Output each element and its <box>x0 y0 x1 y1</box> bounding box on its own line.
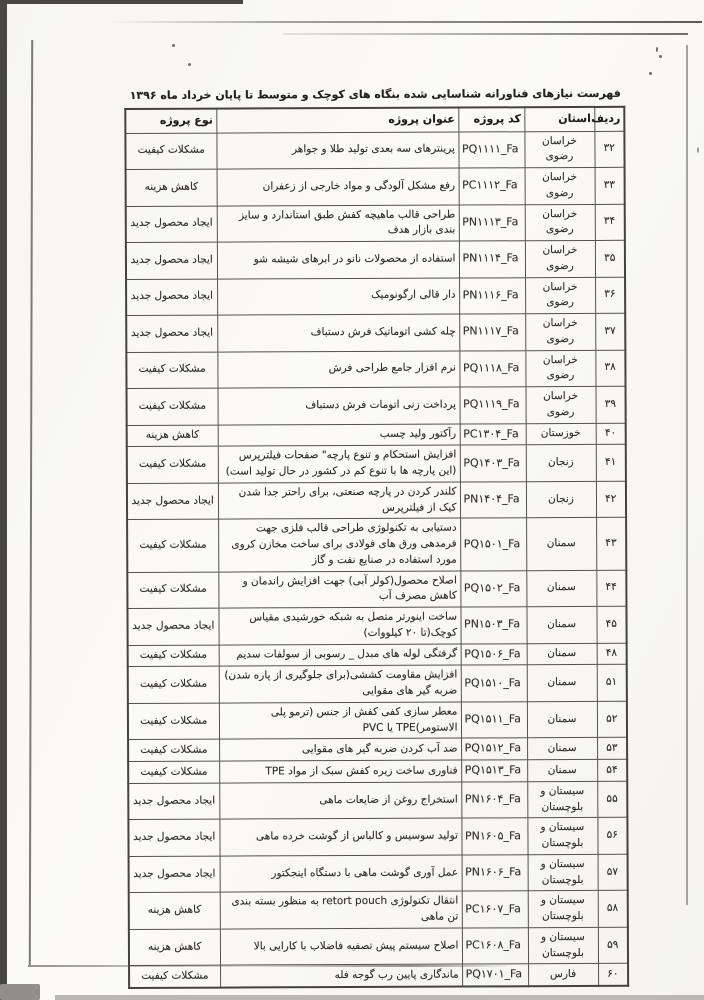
cell-project-code <box>461 665 527 702</box>
cell-project-title: طراحی قالب ماهیچه کفش طبق استاندارد و سایز بندی بازار هدف <box>217 205 459 243</box>
cell-row-number: ۳۷ <box>595 313 625 350</box>
cell-project-title: افزایش مقاومت کششی(برای جلوگیری از پاره شدن) ضربه گیر های مقوایی <box>219 665 461 703</box>
cell-row-number: ۶۰ <box>598 964 628 986</box>
cell-project-code <box>461 643 527 665</box>
project-code: PN۱۵۰۳_Fa <box>464 617 521 631</box>
cell-project-type: کاهش هزینه <box>129 929 220 966</box>
cell-row-number: ۳۲ <box>594 131 624 168</box>
project-code: PC۱۱۱۲_Fa <box>462 178 518 192</box>
cell-project-type: کاهش هزینه <box>127 425 218 447</box>
cell-project-type: مشکلات کیفیت <box>128 739 219 761</box>
cell-project-title: رفع مشکل آلودگی و مواد خارجی از زعفران <box>217 168 459 206</box>
cell-project-type: ایجاد محصول جدید <box>126 279 217 316</box>
table-row <box>126 204 625 243</box>
cell-province: خراسان رضوی <box>525 204 595 241</box>
cell-project-code <box>460 570 526 607</box>
cell-project-code <box>459 168 525 205</box>
cell-project-code <box>462 964 528 987</box>
cell-project-type: مشکلات کیفیت <box>128 666 219 703</box>
cell-project-code <box>461 738 527 760</box>
table-row <box>128 643 627 667</box>
cell-project-code <box>462 891 528 928</box>
cell-project-code <box>462 927 528 964</box>
table-row <box>127 386 626 425</box>
cell-project-type: ایجاد محصول جدید <box>128 819 219 856</box>
cell-province: زنجان <box>526 445 596 482</box>
project-code: PN۱۶۰۴_Fa <box>464 792 521 806</box>
cell-project-type: مشکلات کیفیت <box>128 703 219 740</box>
cell-province: سمنان <box>526 570 596 607</box>
table-row <box>126 313 625 352</box>
project-code: PQ۱۵۰۱_Fa <box>463 536 521 551</box>
cell-project-type: ایجاد محصول جدید <box>128 783 219 820</box>
cell-project-title: افزایش استحکام و تنوع پارچه" صفحات فیلترپرس (این پارچه ها با تنوع کم در کشور در حال تولید است) <box>218 445 460 483</box>
cell-province: سیستان و بلوچستان <box>528 927 598 964</box>
cell-row-number: ۵۳ <box>597 738 627 760</box>
project-code: PQ۱۵۱۳_Fa <box>464 763 522 777</box>
cell-project-type: مشکلات کیفیت <box>127 446 218 483</box>
cell-project-code <box>460 387 526 424</box>
cell-project-type: مشکلات کیفیت <box>128 761 219 783</box>
table-row <box>127 606 626 645</box>
cell-project-type: کاهش هزینه <box>126 169 217 206</box>
cell-project-code <box>462 854 528 891</box>
cell-project-type: مشکلات کیفیت <box>125 133 216 170</box>
table-row <box>127 518 626 572</box>
cell-project-type: ایجاد محصول جدید <box>126 206 217 243</box>
cell-province: خراسان رضوی <box>525 277 595 314</box>
cell-project-code <box>460 607 526 644</box>
table-row <box>129 964 628 988</box>
table-row <box>126 240 625 279</box>
cell-row-number: ۴۴ <box>596 570 626 607</box>
column-header-row-number: ردیف <box>594 107 624 131</box>
cell-project-code <box>460 518 526 571</box>
cell-project-type: کاهش هزینه <box>129 892 220 929</box>
cell-project-code <box>461 781 527 818</box>
cell-project-title: دار قالی ارگونومیک <box>217 278 459 316</box>
cell-row-number: ۵۱ <box>597 665 627 702</box>
cell-project-title: دستیابی به تکنولوژی طراحی قالب فلزی جهت فرمدهی ورق های فولادی برای ساخت مخازن کروی مورد استفاده در صنایع نفت و گاز <box>218 518 460 571</box>
cell-project-title: عمل آوری گوشت ماهی با دستگاه اینجکتور <box>220 855 462 893</box>
project-code: PQ۱۵۰۲_Fa <box>463 581 521 595</box>
project-code: PQ۱۱۱۹_Fa <box>463 397 520 411</box>
cell-project-type: ایجاد محصول جدید <box>127 608 218 645</box>
cell-project-code <box>459 204 525 241</box>
cell-province: سمنان <box>527 701 597 738</box>
project-code: PQ۱۴۰۳_Fa <box>463 455 520 470</box>
table-row <box>129 927 628 966</box>
table-row <box>126 277 625 316</box>
cell-project-title: کلندر کردن در پارچه صنعتی، برای راحتر جدا شدن کیک از فیلترپرس <box>218 482 460 520</box>
table-row <box>126 350 625 389</box>
cell-row-number: ۳۴ <box>595 204 625 241</box>
cell-project-title: رآکتور ولید چسب <box>218 424 460 447</box>
table-row <box>125 131 624 170</box>
cell-row-number: ۴۳ <box>596 518 626 570</box>
project-code: PQ۱۵۱۱_Fa <box>464 712 521 726</box>
cell-project-code <box>458 131 524 168</box>
cell-province: خراسان رضوی <box>525 313 595 350</box>
cell-project-code <box>459 241 525 278</box>
cell-project-title: ماندگاری پایین رب گوجه فله <box>220 964 462 987</box>
project-code: PN۱۶۰۶_Fa <box>465 865 522 879</box>
cell-province: سیستان و بلوچستان <box>528 891 598 928</box>
project-code: PN۱۴۰۴_Fa <box>463 492 520 506</box>
table-row <box>127 423 626 447</box>
cell-province: خراسان رضوی <box>524 131 594 168</box>
cell-project-type: مشکلات کیفیت <box>127 572 218 609</box>
cell-row-number: ۵۸ <box>598 891 628 928</box>
project-code: PN۱۱۱۷_Fa <box>462 324 519 338</box>
table-row <box>128 738 627 762</box>
project-code: PN۱۱۱۴_Fa <box>462 251 519 265</box>
project-code: PC۱۶۰۷_Fa <box>465 901 521 916</box>
cell-project-title: معطر سازی کفی کفش از جنس (ترمو پلی الاستومر)TPE یا PVC <box>219 702 461 740</box>
table-row <box>129 891 628 930</box>
cell-project-title: استخراج روغن از ضایعات ماهی <box>219 782 461 820</box>
cell-row-number: ۴۸ <box>597 643 627 665</box>
table-row <box>128 781 627 820</box>
cell-province: زنجان <box>526 481 596 518</box>
cell-project-title: ضد آب کردن ضربه گیر های مقوایی <box>219 738 461 761</box>
cell-project-title: ساخت اینورتر متصل به شبکه خورشیدی مقیاس کوچک(تا ۲۰ کیلووات) <box>218 607 460 645</box>
cell-project-type: ایجاد محصول جدید <box>127 483 218 520</box>
cell-project-type: مشکلات کیفیت <box>128 645 219 667</box>
cell-project-title: گرفتگی لوله های مبدل _ رسوبی از سولفات سدیم <box>219 644 461 667</box>
cell-project-type: ایجاد محصول جدید <box>126 315 217 352</box>
column-header-project-title: عنوان پروژه <box>216 108 458 133</box>
table-row <box>127 445 626 484</box>
cell-province: خراسان رضوی <box>525 240 595 277</box>
cell-province: خراسان رضوی <box>525 350 595 387</box>
project-code: PC۱۶۰۸_Fa <box>465 938 521 952</box>
cell-row-number: ۵۵ <box>597 781 627 818</box>
cell-project-type: مشکلات کیفیت <box>127 519 218 572</box>
cell-project-code <box>461 701 527 738</box>
cell-province: فارس <box>528 964 598 987</box>
cell-project-code <box>459 350 525 387</box>
project-code: PC۱۳۰۴_Fa <box>463 426 519 441</box>
cell-province: سمنان <box>527 759 597 781</box>
cell-province: خراسان رضوی <box>526 386 596 423</box>
cell-province: سیستان و بلوچستان <box>528 854 598 891</box>
cell-project-type: ایجاد محصول جدید <box>129 856 220 893</box>
table-row <box>127 570 626 609</box>
cell-row-number: ۴۲ <box>596 481 626 518</box>
cell-row-number: ۵۷ <box>598 854 628 891</box>
cell-project-title: فناوری ساخت زیره کفش سبک از مواد TPE <box>219 760 461 783</box>
cell-project-title: استفاده از محصولات نانو در ابرهای شیشه شو <box>217 241 459 279</box>
cell-province: خراسان رضوی <box>525 167 595 204</box>
cell-province: سمنان <box>527 738 597 760</box>
cell-project-title: چله کشی اتوماتیک فرش دستباف <box>217 314 459 352</box>
project-code: PQ۱۵۱۰_Fa <box>464 675 521 690</box>
table-header-row <box>125 107 624 133</box>
cell-row-number: ۵۶ <box>597 818 627 855</box>
table-row <box>129 854 628 893</box>
technology-needs-table <box>124 106 629 989</box>
cell-project-title: انتقال تکنولوژی retort pouch به منظور بسته بندی تن ماهی <box>220 891 462 929</box>
cell-province: سمنان <box>526 518 596 571</box>
cell-province: سیستان و بلوچستان <box>527 781 597 818</box>
cell-row-number: ۵۹ <box>598 927 628 964</box>
table-row <box>128 759 627 783</box>
cell-row-number: ۳۹ <box>596 386 626 423</box>
cell-project-type: مشکلات کیفیت <box>129 965 220 988</box>
table-row <box>127 481 626 520</box>
cell-province: سمنان <box>527 665 597 702</box>
project-code: PN۱۱۱۶_Fa <box>462 288 519 302</box>
column-header-province: استان <box>524 107 594 131</box>
cell-province: سمنان <box>527 643 597 665</box>
project-code: PQ۱۵۰۶_Fa <box>464 646 521 661</box>
cell-project-title: پرداخت زنی اتومات فرش دستباف <box>218 387 460 425</box>
table-row <box>128 665 627 704</box>
cell-province: سمنان <box>526 606 596 643</box>
cell-row-number: ۵۲ <box>597 701 627 738</box>
table-row <box>128 701 627 740</box>
cell-project-title: تولید سوسیس و کالباس از گوشت خرده ماهی <box>219 818 461 856</box>
cell-project-type: ایجاد محصول جدید <box>126 242 217 279</box>
cell-province: سیستان و بلوچستان <box>527 818 597 855</box>
column-header-project-code: کد پروژه <box>458 107 524 131</box>
project-code: PN۱۱۱۳_Fa <box>462 215 519 229</box>
cell-row-number: ۳۸ <box>595 350 625 387</box>
cell-row-number: ۳۳ <box>595 167 625 204</box>
cell-project-code <box>460 423 526 445</box>
cell-project-code <box>460 481 526 518</box>
cell-project-type: مشکلات کیفیت <box>127 388 218 425</box>
cell-project-code <box>460 445 526 482</box>
project-code: PQ۱۷۰۱_Fa <box>465 967 523 981</box>
cell-project-title: پرینترهای سه بعدی تولید طلا و جواهر <box>216 132 458 170</box>
cell-project-code <box>461 818 527 855</box>
cell-row-number: ۵۴ <box>597 759 627 781</box>
cell-project-title: اصلاح سیستم پیش تصفیه فاضلاب با کارایی بالا <box>220 928 462 966</box>
cell-province: خوزستان <box>526 423 596 445</box>
document-title: فهرست نیازهای فناورانه شناسایی شده بنگاه های کوچک و متوسط تا پایان خرداد ماه ۱۳۹۶ <box>129 86 621 102</box>
table-row <box>128 818 627 857</box>
table-row <box>126 167 625 206</box>
project-code: PQ۱۵۱۲_Fa <box>464 741 522 755</box>
column-header-project-type: نوع پروژه <box>125 109 216 133</box>
cell-row-number: ۴۱ <box>596 445 626 482</box>
cell-project-title: اصلاح محصول(کولر آبی) جهت افزایش راندمان و کاهش مصرف آب <box>218 571 460 609</box>
cell-project-type: مشکلات کیفیت <box>126 352 217 389</box>
project-code: PQ۱۱۱۱_Fa <box>461 142 519 156</box>
cell-row-number: ۴۵ <box>596 606 626 643</box>
cell-project-title: نرم افزار جامع طراحی فرش <box>217 351 459 389</box>
cell-project-code <box>459 277 525 314</box>
cell-row-number: ۳۵ <box>595 240 625 277</box>
project-code: PQ۱۱۱۸_Fa <box>462 361 520 375</box>
cell-project-code <box>461 760 527 782</box>
cell-project-code <box>459 314 525 351</box>
cell-row-number: ۳۶ <box>595 277 625 314</box>
project-code: PN۱۶۰۵_Fa <box>464 828 522 843</box>
cell-row-number: ۴۰ <box>596 423 626 445</box>
